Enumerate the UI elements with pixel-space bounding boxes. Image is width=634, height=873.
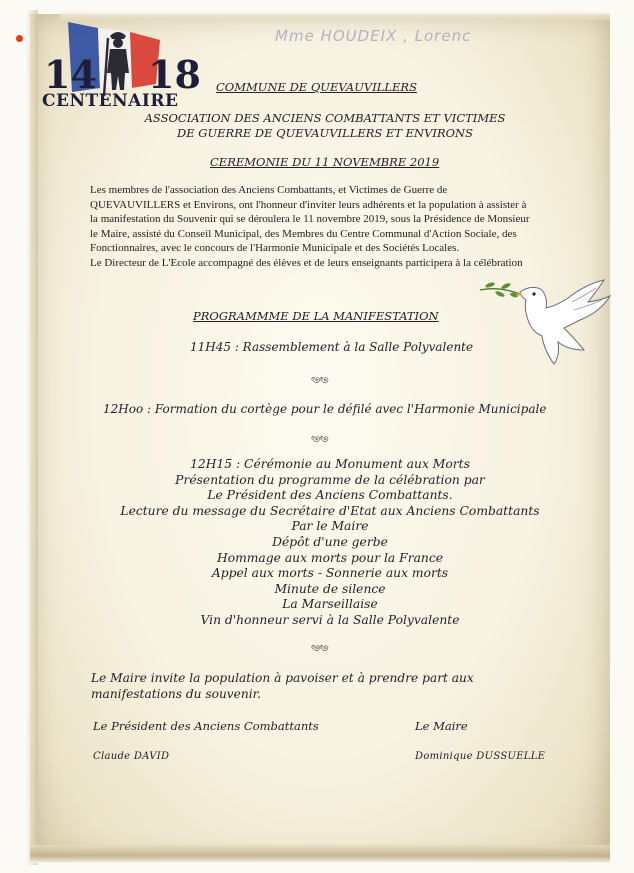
signatory-title-president: Le Président des Anciens Combattants xyxy=(93,719,319,733)
programme-item: 11H45 : Rassemblement à la Salle Polyvalente xyxy=(190,340,474,354)
association-title xyxy=(110,111,540,141)
signatory-name-president: Claude DAVID xyxy=(93,751,170,762)
intro-text xyxy=(90,183,532,271)
intro-paragraph: Le Directeur de L'Ecole accompagné des élèves et de leurs enseignants participera à la célébration xyxy=(90,256,523,269)
ceremony-title: CEREMONIE DU 11 NOVEMBRE 2019 xyxy=(210,155,440,169)
signatory-title-mayor: Le Maire xyxy=(415,719,468,733)
logo-year-start: 14 xyxy=(44,52,97,97)
association-line: DE GUERRE DE QUEVAUVILLERS ET ENVIRONS xyxy=(177,126,473,140)
intro-paragraph: Les membres de l'association des Anciens Combattants, et Victimes de Guerre de QUEVAUVILLERS et Environs, ont l'honneur d'inviter leurs adhérents et la population à assister à la manifestation du Souvenir qui se déroulera le 11 novembre 2019, sous la Présidence de Monsieur le Maire, assisté du Conseil Municipal, des Membres du Centre Communal d'Action Sociale, des Fonctionnaires, avec le concours de l'Harmonie Municipale et des Sociétés Locales. xyxy=(90,184,530,255)
ceremony-line: Par le Maire xyxy=(291,519,369,534)
mayor-invitation: Le Maire invite la population à pavoiser et à prendre part aux manifestations du souvenir. xyxy=(91,671,474,701)
ceremony-line: La Marseillaise xyxy=(282,597,378,612)
handwritten-note: Mme HOUDEIX , Lorenc xyxy=(275,27,472,45)
ceremony-line: Appel aux morts - Sonnerie aux morts xyxy=(211,566,449,581)
paper-edge-left xyxy=(24,10,38,865)
ceremony-line: Vin d'honneur servi à la Salle Polyvalente xyxy=(200,612,460,627)
ceremony-line: Minute de silence xyxy=(274,581,386,596)
programme-title: PROGRAMMME DE LA MANIFESTATION xyxy=(193,309,439,323)
ceremony-line: Dépôt d'une gerbe xyxy=(272,534,388,549)
association-line: ASSOCIATION DES ANCIENS COMBATTANTS ET VICTIMES xyxy=(144,111,506,125)
programme-item: 12Hoo : Formation du cortège pour le défilé avec l'Harmonie Municipale xyxy=(103,402,547,416)
paper-edge-bottom xyxy=(30,845,610,863)
red-dot-mark xyxy=(16,35,23,42)
ceremony-heading: 12H15 : Cérémonie au Monument aux Morts xyxy=(190,457,470,471)
ceremony-line: Hommage aux morts pour la France xyxy=(216,550,443,565)
ceremony-line: Présentation du programme de la célébration par xyxy=(175,472,485,487)
logo-year-end: 18 xyxy=(148,52,201,97)
ornament-icon: ৎ୭ৎ୭ xyxy=(311,435,328,445)
centenaire-logo xyxy=(38,18,201,111)
commune-title: COMMUNE DE QUEVAUVILLERS xyxy=(216,80,417,94)
ornament-icon: ৎ୭ৎ୭ xyxy=(311,376,328,386)
logo-caption: CENTENAIRE xyxy=(42,91,179,111)
peace-dove-icon xyxy=(476,276,614,368)
ceremony-line: Le Président des Anciens Combattants. xyxy=(207,488,453,503)
signatory-name-mayor: Dominique DUSSUELLE xyxy=(415,751,546,762)
ceremony-programme xyxy=(100,457,560,629)
ceremony-line: Lecture du message du Secrétaire d'Etat aux Anciens Combattants xyxy=(120,503,540,518)
ornament-icon: ৎ୭ৎ୭ xyxy=(311,644,328,654)
